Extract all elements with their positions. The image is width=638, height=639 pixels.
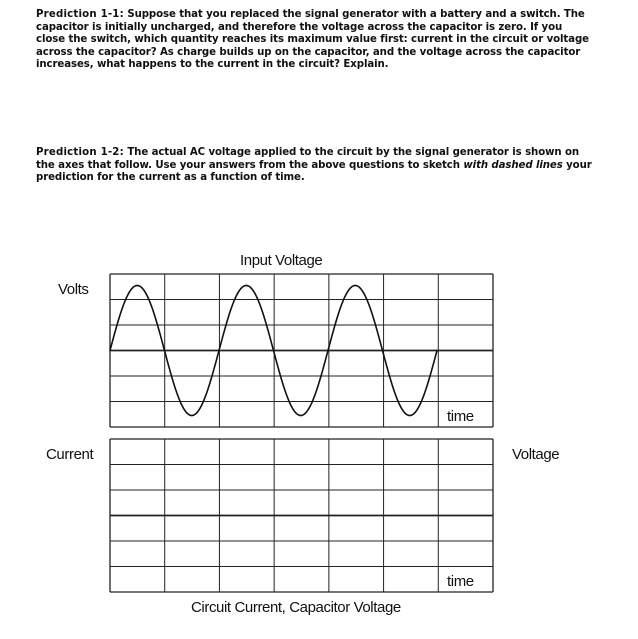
bottom-time-label: time [447,573,474,590]
prediction-1-2-text-end: your prediction for the current as a function of time. [36,159,592,184]
prediction-1-2-text: The actual AC voltage applied to the circuit by the signal generator is shown on the axes that follow. Use your answers from the above questions to sketch [36,147,580,171]
input-voltage-title: Input Voltage [240,252,323,269]
current-axis-label: Current [46,446,94,463]
circuit-grid [110,439,493,592]
input-voltage-grid [110,274,493,427]
prediction-1-1-text: Suppose that you replaced the signal generator with a battery and a switch. The capacitor is initially uncharged, and therefore the voltage across the capacitor is zero. If you close the switch, which quantity reaches its maximum value first: current in the circuit or voltage across the capacitor? As charge builds up on the capacitor, and the voltage across the capacitor increases, what happens to the current in the circuit? Explain. [36,9,589,71]
voltage-axis-label: Voltage [512,446,560,463]
prediction-1-1-label: Prediction 1-1: [36,9,124,20]
prediction-1-2-label: Prediction 1-2: [36,147,124,158]
top-time-label: time [447,408,474,425]
circuit-graph-title: Circuit Current, Capacitor Voltage [191,599,401,616]
volts-axis-label: Volts [58,281,89,298]
prediction-1-2-italic-text: with dashed lines [463,159,563,171]
